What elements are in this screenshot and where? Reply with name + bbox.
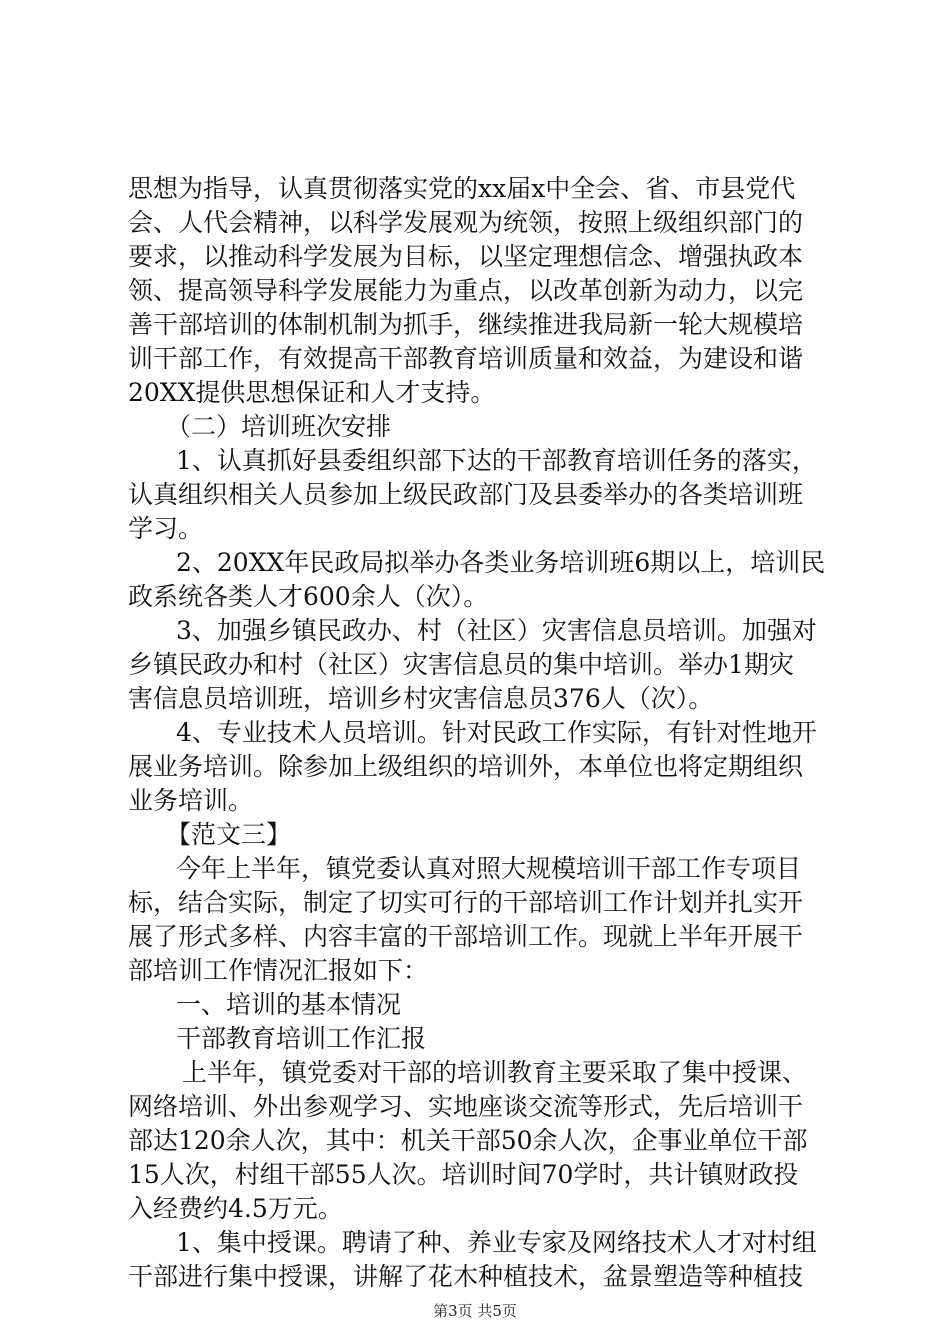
text-line: 展了形式多样、内容丰富的干部培训工作。现就上半年开展干 — [128, 922, 804, 951]
text-line: 业务培训。 — [128, 786, 254, 815]
text-line: 15人次，村组干部55人次。培训时间70学时，共计镇财政投 — [128, 1160, 799, 1189]
text-line: 标，结合实际，制定了切实可行的干部培训工作计划并扎实开 — [128, 888, 804, 917]
text-line: 部达120余人次，其中：机关干部50余人次，企事业单位干部 — [128, 1126, 808, 1155]
text-line: 害信息员培训班，培训乡村灾害信息员376人（次）。 — [128, 684, 714, 713]
text-line: 乡镇民政办和村（社区）灾害信息员的集中培训。举办1期灾 — [128, 650, 794, 679]
text-line: 展业务培训。除参加上级组织的培训外，本单位也将定期组织 — [128, 752, 804, 781]
text-line: 学习。 — [128, 514, 204, 543]
text-line: 思想为指导，认真贯彻落实党的xx届x中全会、省、市县党代 — [128, 174, 796, 203]
text-line: 训干部工作，有效提高干部教育培训质量和效益，为建设和谐 — [128, 344, 804, 373]
text-line: 领、提高领导科学发展能力为重点，以改革创新为动力，以完 — [128, 276, 804, 305]
section-heading: 【范文三】 — [166, 820, 292, 849]
text-line: 善干部培训的体制机制为抓手，继续推进我局新一轮大规模培 — [128, 310, 804, 339]
text-line: 政系统各类人才600余人（次）。 — [128, 582, 489, 611]
section-heading: 干部教育培训工作汇报 — [176, 1024, 427, 1053]
text-line: 2、20XX年民政局拟举办各类业务培训班6期以上，培训民 — [176, 548, 826, 577]
text-line: 部培训工作情况汇报如下： — [128, 956, 429, 985]
text-line: 上半年，镇党委对干部的培训教育主要采取了集中授课、 — [182, 1058, 808, 1087]
text-line: 要求，以推动科学发展为目标，以坚定理想信念、增强执政本 — [128, 242, 804, 271]
text-line: 认真组织相关人员参加上级民政部门及县委举办的各类培训班 — [128, 480, 804, 509]
text-line: 干部进行集中授课，讲解了花木种植技术，盆景塑造等种植技 — [128, 1262, 804, 1291]
text-line: 网络培训、外出参观学习、实地座谈交流等形式，先后培训干 — [128, 1092, 804, 1121]
text-line: 1、认真抓好县委组织部下达的干部教育培训任务的落实， — [176, 446, 817, 475]
text-line: 1、集中授课。聘请了种、养业专家及网络技术人才对村组 — [176, 1228, 817, 1257]
text-line: 20XX提供思想保证和人才支持。 — [128, 378, 496, 407]
section-heading: （二）培训班次安排 — [166, 412, 392, 441]
text-line: 今年上半年，镇党委认真对照大规模培训干部工作专项目 — [176, 854, 802, 883]
section-heading: 一、培训的基本情况 — [176, 990, 402, 1019]
text-line: 3、加强乡镇民政办、村（社区）灾害信息员培训。加强对 — [176, 616, 817, 645]
page-footer: 第3页 共5页 — [433, 1302, 517, 1320]
text-line: 会、人代会精神，以科学发展观为统领，按照上级组织部门的 — [128, 208, 804, 237]
text-line: 入经费约4.5万元。 — [128, 1194, 343, 1223]
text-line: 4、专业技术人员培训。针对民政工作实际，有针对性地开 — [176, 718, 817, 747]
